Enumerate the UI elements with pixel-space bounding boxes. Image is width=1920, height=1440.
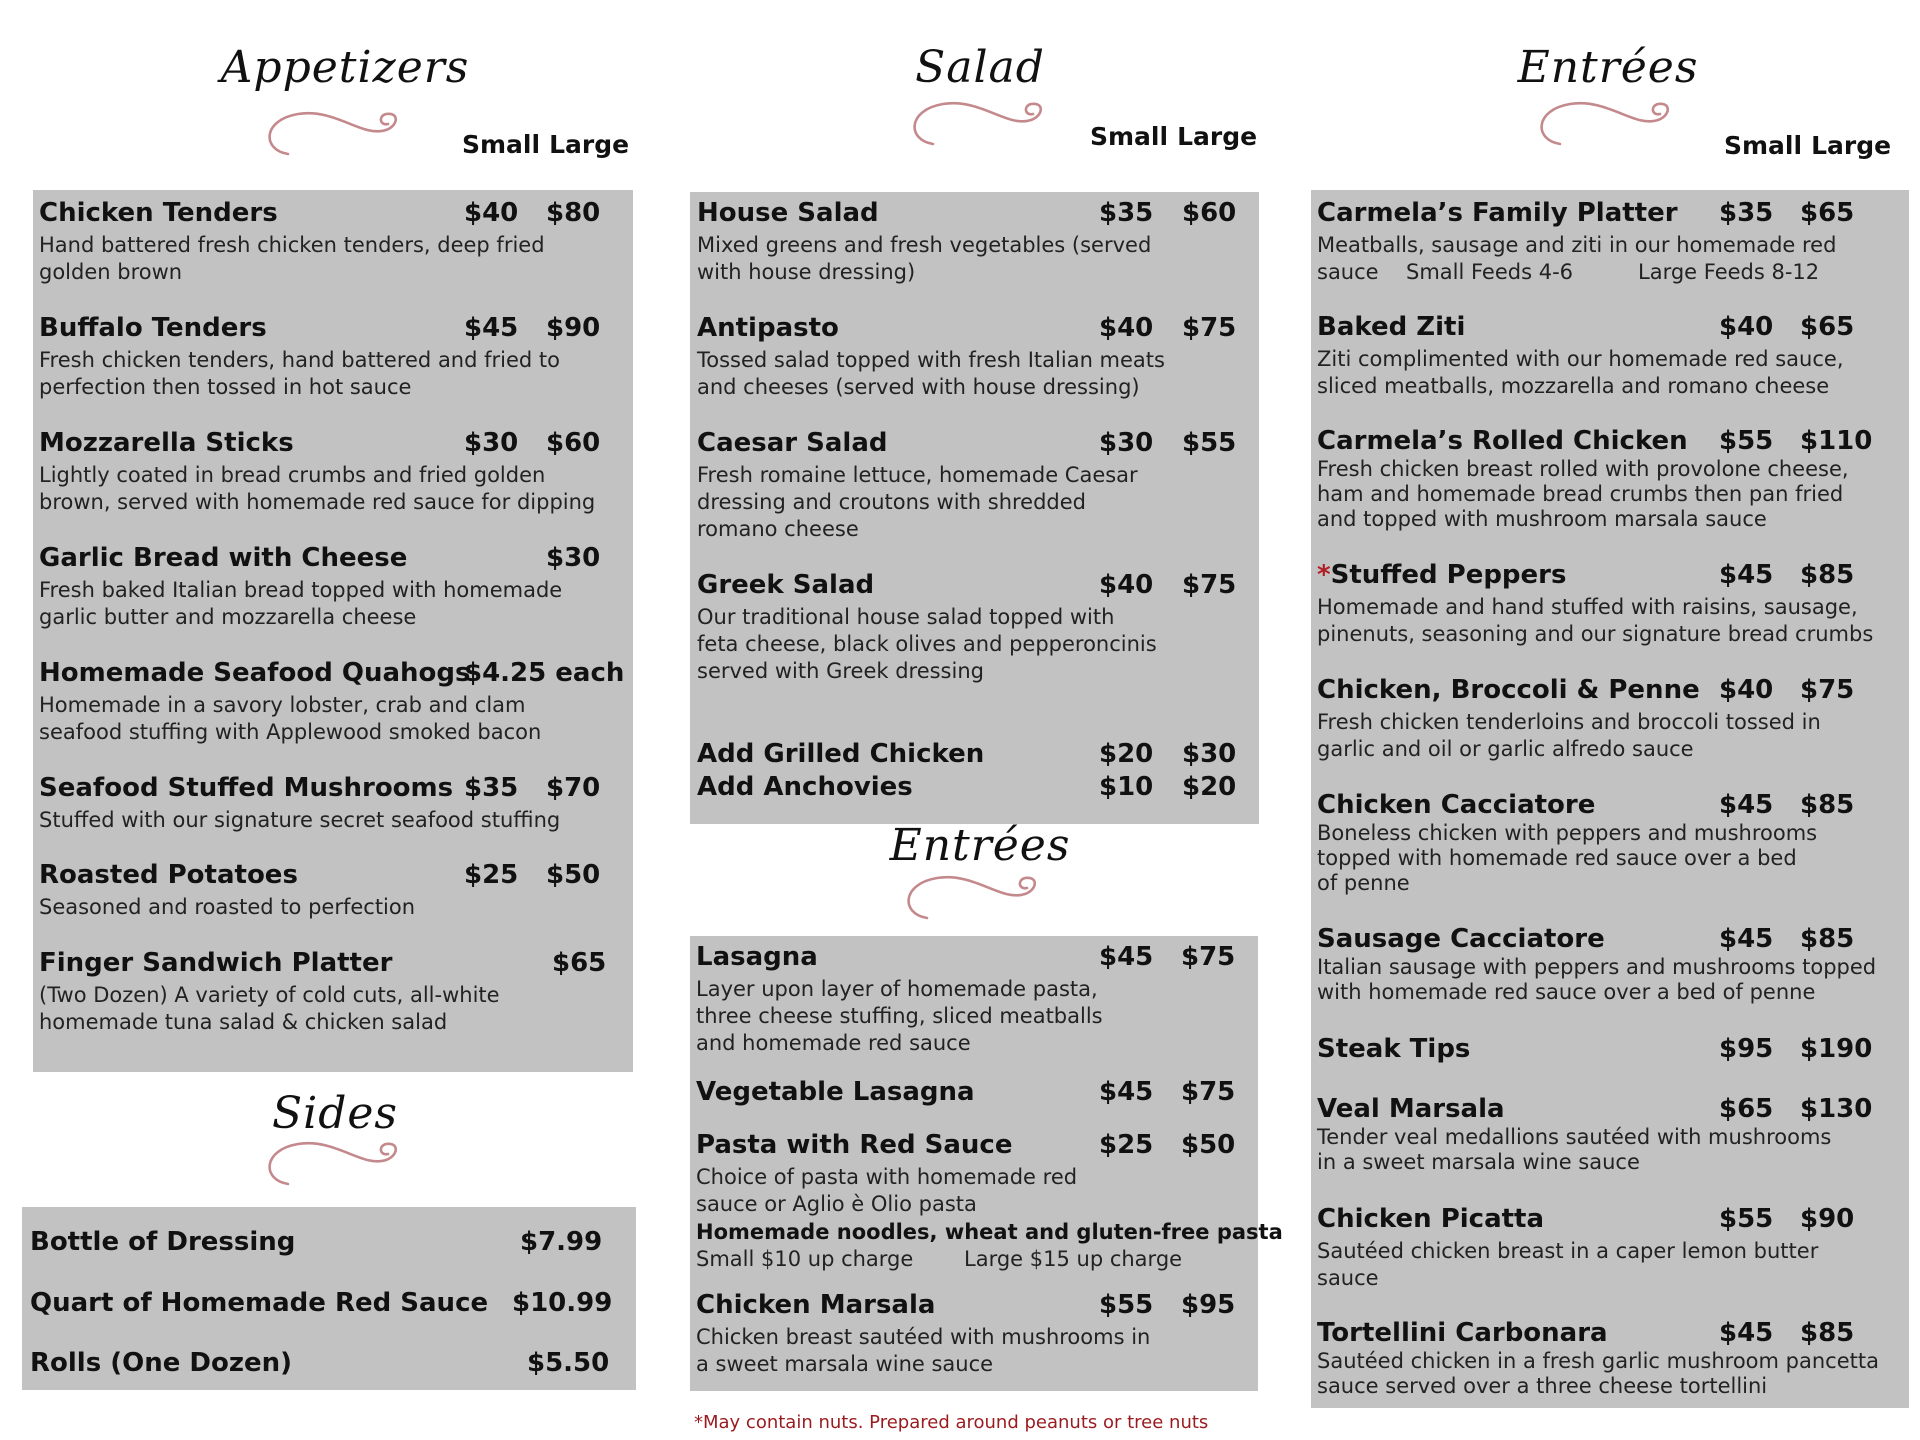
- item-description: dressing and croutons with shredded: [697, 490, 1087, 514]
- item-name: Buffalo Tenders: [39, 313, 267, 343]
- item-description: and topped with mushroom marsala sauce: [1317, 507, 1767, 531]
- price-small: $45: [1719, 924, 1774, 954]
- item-description: (Two Dozen) A variety of cold cuts, all-white: [39, 983, 500, 1007]
- price-small: $30: [464, 428, 519, 458]
- addon-name: Add Anchovies: [697, 772, 913, 802]
- feeds-large: Large Feeds 8-12: [1638, 260, 1820, 284]
- price-large: $75: [1182, 313, 1237, 343]
- item-description: Lightly coated in bread crumbs and fried golden: [39, 463, 546, 487]
- item-description: Boneless chicken with peppers and mushrooms: [1317, 821, 1818, 845]
- price-large: $60: [1182, 198, 1237, 228]
- item-description: Seasoned and roasted to perfection: [39, 895, 416, 919]
- item-description: garlic and oil or garlic alfredo sauce: [1317, 737, 1694, 761]
- item-name: Finger Sandwich Platter: [39, 948, 393, 978]
- swirl-ornament-icon: [258, 104, 408, 160]
- price-large: $50: [1181, 1130, 1236, 1160]
- item-name: Veal Marsala: [1317, 1094, 1505, 1124]
- price-small: $30: [1099, 428, 1154, 458]
- item-name: Chicken Marsala: [696, 1290, 936, 1320]
- price-large: $55: [1182, 428, 1237, 458]
- item-description: Tossed salad topped with fresh Italian meats: [697, 348, 1165, 372]
- item-description: ham and homemade bread crumbs then pan fried: [1317, 482, 1844, 506]
- item-name: Garlic Bread with Cheese: [39, 543, 408, 573]
- appetizers-heading: Appetizers: [220, 42, 470, 93]
- addon-name: Add Grilled Chicken: [697, 739, 985, 769]
- upcharge-small: Small $10 up charge: [696, 1247, 914, 1271]
- price-large: $75: [1800, 675, 1855, 705]
- item-name: Steak Tips: [1317, 1034, 1471, 1064]
- item-name: Caesar Salad: [697, 428, 888, 458]
- item-description: Sautéed chicken breast in a caper lemon butter: [1317, 1239, 1819, 1263]
- price-small: $65: [1719, 1094, 1774, 1124]
- price-large: $85: [1800, 560, 1855, 590]
- item-description: romano cheese: [697, 517, 859, 541]
- price-small: $55: [1719, 426, 1774, 456]
- price-large: $30: [546, 543, 601, 573]
- sides-heading: Sides: [272, 1088, 398, 1139]
- salad-heading: Salad: [915, 42, 1045, 93]
- side-item-name: Quart of Homemade Red Sauce: [30, 1288, 489, 1318]
- price-large: $75: [1182, 570, 1237, 600]
- item-name: Baked Ziti: [1317, 312, 1466, 342]
- pasta-option-note: Homemade noodles, wheat and gluten-free pasta: [696, 1220, 1283, 1244]
- item-description: garlic butter and mozzarella cheese: [39, 605, 417, 629]
- entrees-size-header: Small Large: [1724, 131, 1892, 160]
- item-description: Sautéed chicken in a fresh garlic mushroom pancetta: [1317, 1349, 1879, 1373]
- price-small: $45: [1719, 560, 1774, 590]
- price-small: $45: [1099, 942, 1154, 972]
- item-name: Carmela’s Family Platter: [1317, 198, 1678, 228]
- price-small: $40: [1719, 675, 1774, 705]
- item-description: served with Greek dressing: [697, 659, 984, 683]
- swirl-ornament-icon: [897, 868, 1047, 924]
- item-description: Chicken breast sautéed with mushrooms in: [696, 1325, 1151, 1349]
- appetizers-panel: [33, 190, 633, 1072]
- price-large: $110: [1800, 426, 1873, 456]
- item-description: Meatballs, sausage and ziti in our homemade red: [1317, 233, 1837, 257]
- price-large: $65: [552, 948, 607, 978]
- price-small: $55: [1099, 1290, 1154, 1320]
- price-small: $40: [464, 198, 519, 228]
- item-name: Sausage Cacciatore: [1317, 924, 1605, 954]
- item-name: House Salad: [697, 198, 879, 228]
- price-small: $55: [1719, 1204, 1774, 1234]
- side-item-price: $5.50: [527, 1348, 610, 1378]
- price-small: $35: [464, 773, 519, 803]
- salad-panel: [690, 192, 1259, 824]
- item-description: with homemade red sauce over a bed of penne: [1317, 980, 1816, 1004]
- swirl-ornament-icon: [258, 1134, 408, 1190]
- item-description: Fresh chicken tenderloins and broccoli tossed in: [1317, 710, 1821, 734]
- price-large: $85: [1800, 1318, 1855, 1348]
- price-large: $95: [1181, 1290, 1236, 1320]
- entrees-heading-middle: Entrées: [889, 820, 1071, 871]
- side-item-price: $7.99: [520, 1227, 603, 1257]
- feeds-small: Small Feeds 4-6: [1406, 260, 1574, 284]
- item-name: Chicken Cacciatore: [1317, 790, 1596, 820]
- appetizers-size-header: Small Large: [462, 130, 630, 159]
- item-name: Antipasto: [697, 313, 839, 343]
- price-large: $20: [1182, 772, 1237, 802]
- price-large: $85: [1800, 790, 1855, 820]
- item-description: sauce: [1317, 260, 1379, 284]
- price-large: $75: [1181, 942, 1236, 972]
- price-small: $25: [464, 860, 519, 890]
- price-large: $65: [1800, 198, 1855, 228]
- item-description: Homemade and hand stuffed with raisins, sausage,: [1317, 595, 1858, 619]
- price-large: $30: [1182, 739, 1237, 769]
- item-name: Chicken, Broccoli & Penne: [1317, 675, 1700, 705]
- item-description: sauce: [1317, 1266, 1379, 1290]
- price-large: $190: [1800, 1034, 1873, 1064]
- item-description: and cheeses (served with house dressing): [697, 375, 1140, 399]
- sides-panel: [22, 1207, 636, 1390]
- entrees-heading-right: Entrées: [1517, 42, 1699, 93]
- item-description: perfection then tossed in hot sauce: [39, 375, 412, 399]
- item-name: Tortellini Carbonara: [1317, 1318, 1608, 1348]
- item-description: three cheese stuffing, sliced meatballs: [696, 1004, 1103, 1028]
- price-small: $10: [1099, 772, 1154, 802]
- price-large: $90: [1800, 1204, 1855, 1234]
- price-small: $95: [1719, 1034, 1774, 1064]
- item-description: sauce or Aglio è Olio pasta: [696, 1192, 977, 1216]
- price-small: $40: [1719, 312, 1774, 342]
- item-description: seafood stuffing with Applewood smoked bacon: [39, 720, 542, 744]
- side-item-name: Rolls (One Dozen): [30, 1348, 293, 1378]
- price-small: $25: [1099, 1130, 1154, 1160]
- price-small: $45: [464, 313, 519, 343]
- item-description: feta cheese, black olives and pepperoncinis: [697, 632, 1157, 656]
- item-description: of penne: [1317, 871, 1410, 895]
- price-large: $50: [546, 860, 601, 890]
- price-large: $70: [546, 773, 601, 803]
- price-small: $40: [1099, 313, 1154, 343]
- nut-warning-star: *: [1317, 560, 1331, 590]
- item-description: Our traditional house salad topped with: [697, 605, 1115, 629]
- price-small: $45: [1099, 1077, 1154, 1107]
- upcharge-large: Large $15 up charge: [964, 1247, 1183, 1271]
- price-large: $60: [546, 428, 601, 458]
- item-description: Fresh chicken tenders, hand battered and fried to: [39, 348, 560, 372]
- swirl-ornament-icon: [1530, 94, 1680, 150]
- item-description: Ziti complimented with our homemade red sauce,: [1317, 347, 1844, 371]
- item-name: Seafood Stuffed Mushrooms: [39, 773, 454, 803]
- price-small: $45: [1719, 790, 1774, 820]
- item-name: Chicken Picatta: [1317, 1204, 1545, 1234]
- item-description: pinenuts, seasoning and our signature bread crumbs: [1317, 622, 1874, 646]
- item-description: with house dressing): [697, 260, 916, 284]
- item-name: Roasted Potatoes: [39, 860, 298, 890]
- item-description: and homemade red sauce: [696, 1031, 971, 1055]
- item-description: Mixed greens and fresh vegetables (served: [697, 233, 1152, 257]
- item-name: Greek Salad: [697, 570, 875, 600]
- salad-size-header: Small Large: [1090, 122, 1258, 151]
- price-large: $90: [546, 313, 601, 343]
- price-small: $45: [1719, 1318, 1774, 1348]
- item-description: sauce served over a three cheese tortellini: [1317, 1374, 1768, 1398]
- item-name: Chicken Tenders: [39, 198, 278, 228]
- price-each: $4.25 each: [464, 658, 625, 688]
- entrees-right-panel: [1311, 190, 1909, 1408]
- item-description: Layer upon layer of homemade pasta,: [696, 977, 1098, 1001]
- item-description: Stuffed with our signature secret seafood stuffing: [39, 808, 561, 832]
- item-description: Fresh chicken breast rolled with provolone cheese,: [1317, 457, 1849, 481]
- price-large: $65: [1800, 312, 1855, 342]
- side-item-name: Bottle of Dressing: [30, 1227, 296, 1257]
- entrees-middle-panel: [690, 936, 1283, 1391]
- item-name: Homemade Seafood Quahogs: [39, 658, 471, 688]
- item-name: Pasta with Red Sauce: [696, 1130, 1013, 1160]
- item-description: Tender veal medallions sautéed with mushrooms: [1317, 1125, 1832, 1149]
- price-small: $35: [1099, 198, 1154, 228]
- item-description: Italian sausage with peppers and mushrooms topped: [1317, 955, 1877, 979]
- price-small: $20: [1099, 739, 1154, 769]
- price-large: $85: [1800, 924, 1855, 954]
- price-small: $40: [1099, 570, 1154, 600]
- item-description: brown, served with homemade red sauce for dipping: [39, 490, 596, 514]
- item-name: *Stuffed Peppers: [1317, 560, 1567, 590]
- item-description: in a sweet marsala wine sauce: [1317, 1150, 1640, 1174]
- price-large: $75: [1181, 1077, 1236, 1107]
- item-description: Homemade in a savory lobster, crab and clam: [39, 693, 526, 717]
- allergy-footnote: *May contain nuts. Prepared around peanuts or tree nuts: [694, 1412, 1209, 1433]
- item-name: Vegetable Lasagna: [696, 1077, 975, 1107]
- item-description: Choice of pasta with homemade red: [696, 1165, 1078, 1189]
- swirl-ornament-icon: [903, 94, 1053, 150]
- item-name: Carmela’s Rolled Chicken: [1317, 426, 1688, 456]
- item-name: Mozzarella Sticks: [39, 428, 294, 458]
- price-large: $80: [546, 198, 601, 228]
- item-description: a sweet marsala wine sauce: [696, 1352, 994, 1376]
- item-description: homemade tuna salad & chicken salad: [39, 1010, 448, 1034]
- item-description: golden brown: [39, 260, 183, 284]
- item-name: Lasagna: [696, 942, 818, 972]
- item-description: Fresh romaine lettuce, homemade Caesar: [697, 463, 1138, 487]
- item-description: Fresh baked Italian bread topped with homemade: [39, 578, 563, 602]
- item-description: Hand battered fresh chicken tenders, deep fried: [39, 233, 545, 257]
- price-small: $35: [1719, 198, 1774, 228]
- item-description: topped with homemade red sauce over a bed: [1317, 846, 1797, 870]
- item-description: sliced meatballs, mozzarella and romano cheese: [1317, 374, 1830, 398]
- price-large: $130: [1800, 1094, 1873, 1124]
- side-item-price: $10.99: [512, 1288, 613, 1318]
